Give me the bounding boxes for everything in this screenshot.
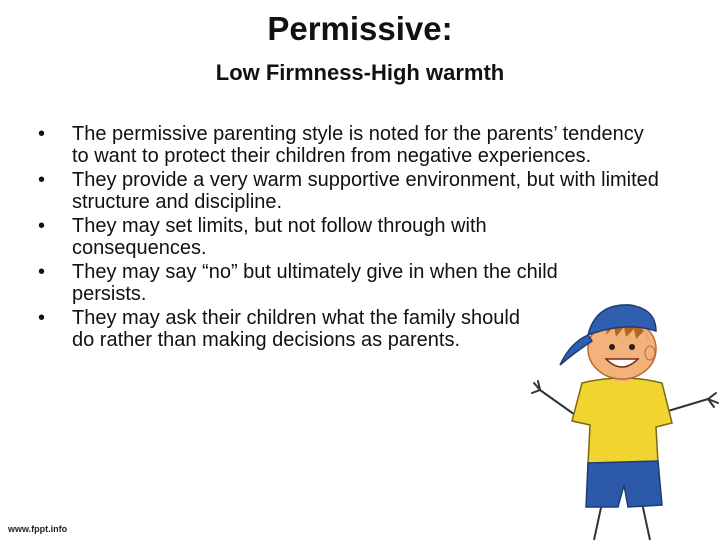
shirt [572, 378, 672, 465]
slide-subtitle: Low Firmness-High warmth [215, 60, 505, 85]
bullet-text: They provide a very warm supportive environment, but with limited structure and discipline. [72, 169, 659, 213]
bullet-marker: • [38, 215, 46, 237]
bullet-item [38, 169, 662, 213]
footer-url[interactable]: www.fppt.info [8, 524, 68, 534]
slide-title: Permissive: [267, 10, 453, 47]
bullet-marker: • [38, 169, 46, 191]
left-arm [532, 381, 578, 417]
left-eye [609, 344, 615, 350]
bullet-text: The permissive parenting style is noted for the parents’ tendency to want to protect their children from negative experiences. [72, 123, 644, 167]
bullet-marker: • [38, 123, 46, 145]
bullet-text: They may say “no” but ultimately give in when the child persists. [72, 261, 558, 305]
bullet-item [38, 261, 612, 305]
ear [645, 346, 655, 360]
bullet-marker: • [38, 307, 46, 329]
bullet-marker: • [38, 261, 46, 283]
bullet-item [38, 307, 542, 351]
child-illustration [530, 295, 720, 540]
bullet-item [38, 123, 662, 167]
bullet-text: They may ask their children what the family should do rather than making decisions as parents. [72, 307, 520, 351]
bullet-item [38, 215, 592, 259]
right-eye [629, 344, 635, 350]
right-arm [668, 393, 718, 411]
shorts [586, 461, 662, 507]
bullet-text: They may set limits, but not follow through with consequences. [72, 215, 487, 259]
cap-brim [560, 335, 592, 365]
legs [594, 503, 650, 540]
